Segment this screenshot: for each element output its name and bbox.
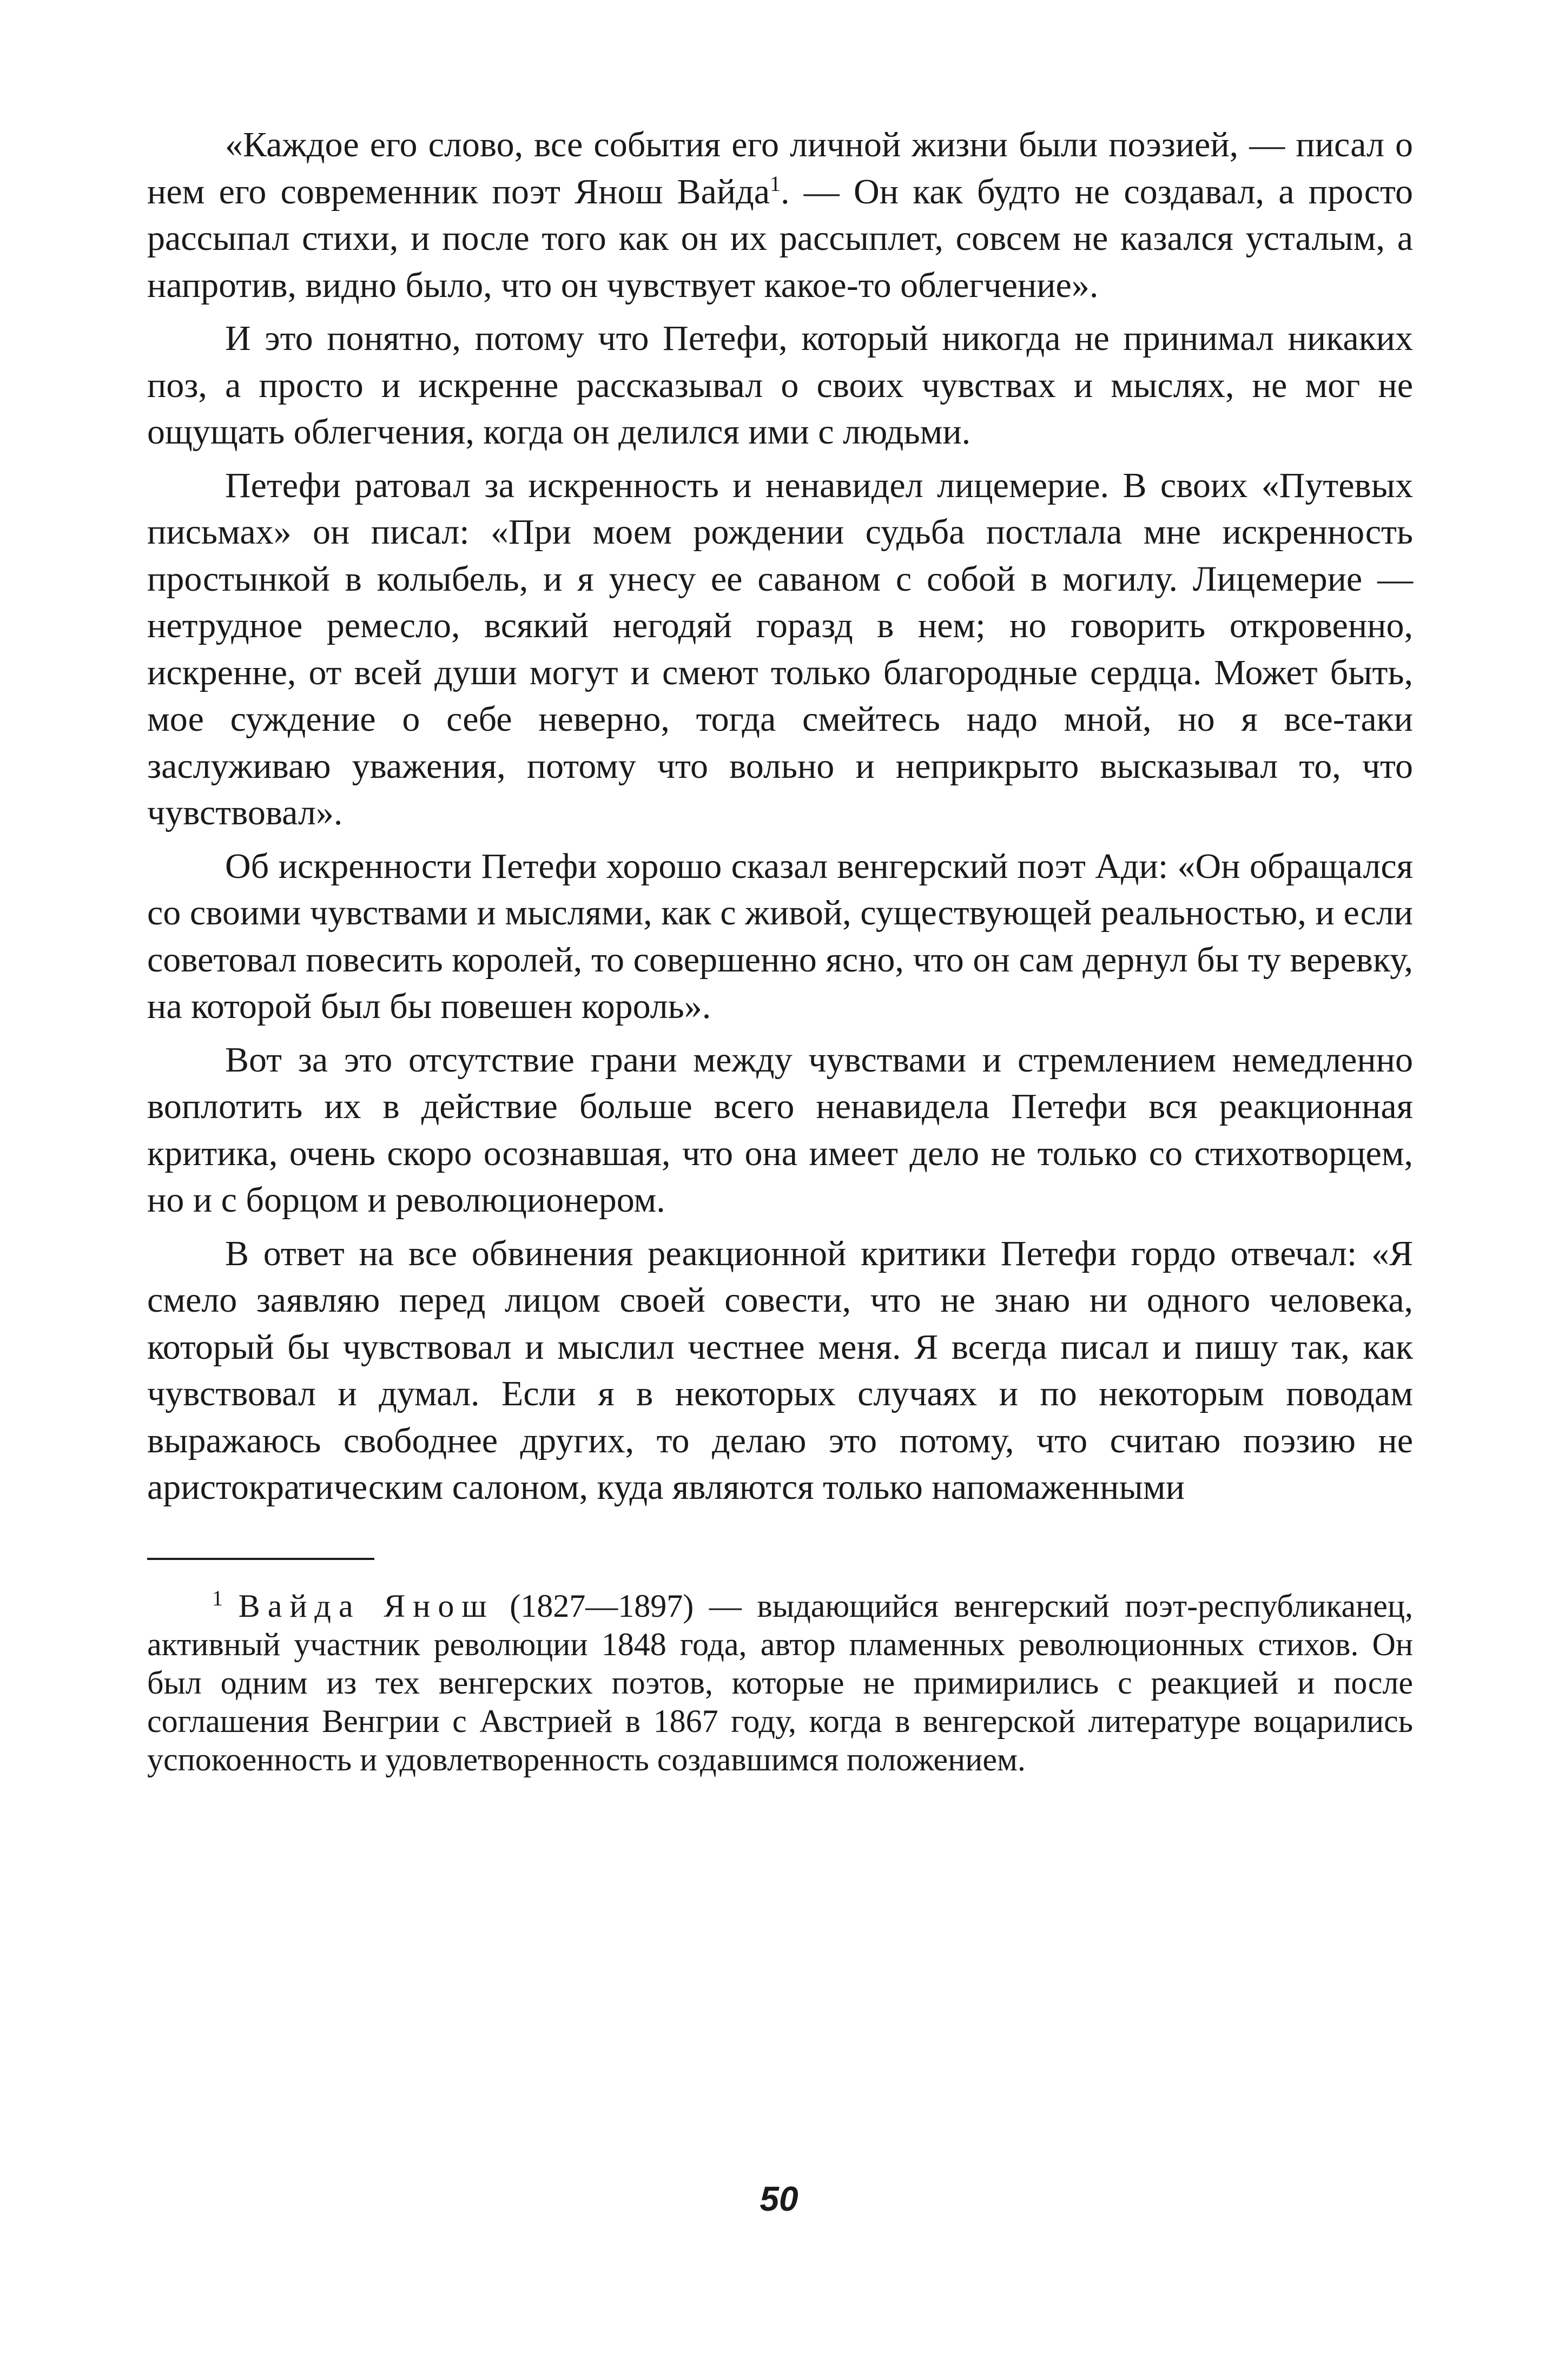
paragraph-1-text-start: «Каждое его слово, все события его личной жизни были поэзией, — писал о нем его современник поэт Янош Вайда [147,125,1413,211]
footnote-mark: 1 [212,1585,223,1610]
paragraph-3: Петефи ратовал за искренность и ненавидел лицемерие. В своих «Путевых письмах» он писал: «При моем рождении судьба постлала мне искренность простынкой в колыбель, и я унесу ее саваном с собой в могилу. Лицемерие — нетрудное ремесло, всякий негодяй горазд в нем; но говорить откровенно, искренне, от всей души могут и смеют только благородные сердца. Может быть, мое суждение о себе неверно, тогда смейтесь надо мной, но я все-таки заслуживаю уважения, потому что вольно и неприкрыто высказывал то, что чувствовал». [147,465,1413,832]
paragraph-4: Об искренности Петефи хорошо сказал венгерский поэт Ади: «Он обращался со своими чувствами и мыслями, как с живой, существующей реальностью, и если советовал повесить королей, то совершенно ясно, что он сам дернул бы ту веревку, на которой был бы повешен король». [147,846,1413,1026]
page-number: 50 [760,2179,798,2218]
paragraph-2: И это понятно, потому что Петефи, который никогда не принимал никаких поз, а просто и искренне рассказывал о своих чувствах и мыслях, не мог не ощущать облегчения, когда он делился ими с людьми. [147,319,1413,452]
footnote-person-name: Вайда Янош [238,1588,494,1624]
footnote-text: (1827—1897) — выдающийся венгерский поэт-республиканец, активный участник революции 1848 года, автор пламенных революционных стихов. Он был одним из тех венгерских поэтов, которые не примирились с реакцией и после соглашения Венгрии с Австрией в 1867 году, когда в венгерской литературе воцарились успокоенность и удовлетворенность создавшимся положением. [147,1588,1414,1777]
footnote-separator [147,1558,374,1560]
main-text [147,122,1413,1511]
paragraph-5: Вот за это отсутствие грани между чувствами и стремлением немедленно воплотить их в действие больше всего ненавидела Петефи вся реакционная критика, очень скоро осознавшая, что она имеет дело не только со стихотворцем, но и с борцом и революционером. [147,1040,1413,1220]
book-page [147,122,1413,1779]
paragraph-1-text-end: . — Он как будто не создавал, а просто рассыпал стихи, и после того как он их рассыплет, совсем не казался усталым, а напротив, видно было, что он чувствует какое-то облегчение». [147,171,1413,305]
paragraph-1 [147,122,1413,309]
paragraph-6: В ответ на все обвинения реакционной критики Петефи гордо отвечал: «Я смело заявляю перед лицом своей совести, что не знаю ни одного человека, который бы чувствовал и мыслил честнее меня. Я всегда писал и пишу так, как чувствовал и думал. Если я в некоторых случаях и по некоторым поводам выражаюсь свободнее других, то делаю это потому, что считаю поэзию не аристократическим салоном, куда являются только напомаженными [147,1233,1413,1507]
footnote-reference-mark: 1 [770,171,781,196]
footnote [147,1587,1413,1779]
